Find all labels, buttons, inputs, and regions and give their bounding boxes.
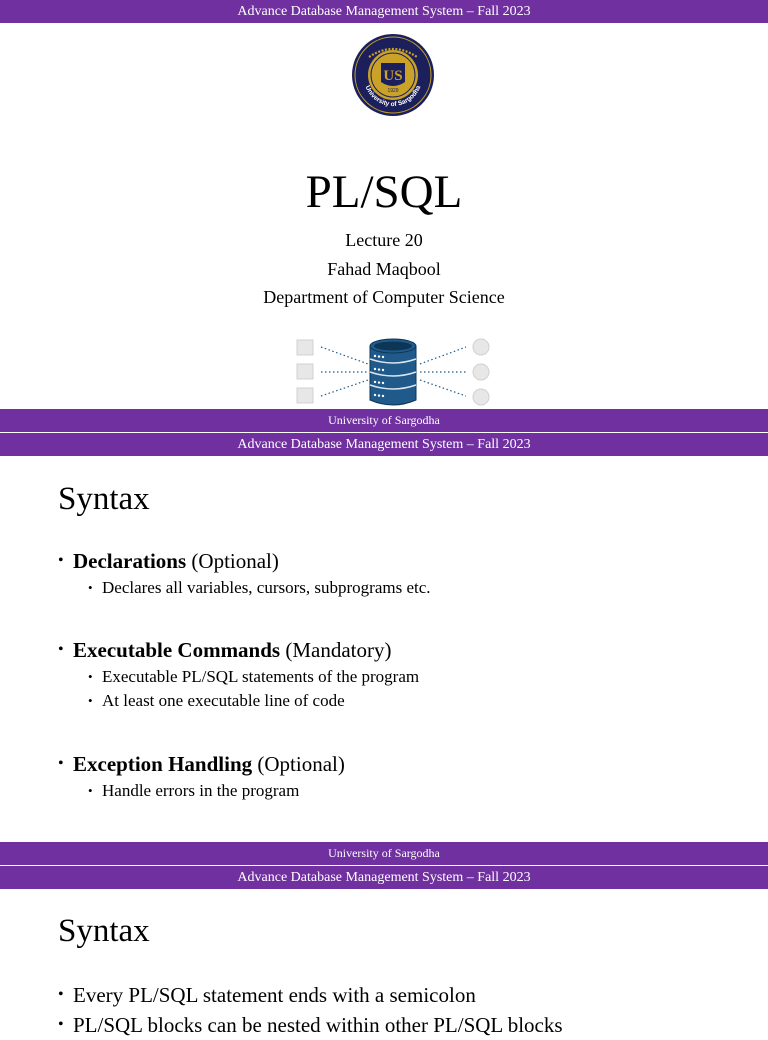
department-name: Department of Computer Science	[263, 287, 505, 307]
seal-year: 1929	[387, 88, 399, 94]
bullet-term: Declarations	[73, 549, 187, 573]
database-illustration	[294, 334, 494, 410]
slide-title: Syntax	[58, 913, 150, 949]
course-header-bar	[0, 866, 768, 889]
bullet-qualifier: (Optional)	[191, 549, 279, 573]
syntax-slide	[0, 433, 768, 866]
bullet-group-exception	[58, 749, 738, 803]
bullet-group-declarations	[58, 546, 738, 600]
bullet-term: Executable Commands	[73, 638, 281, 662]
sub-bullet-item: • Declares all variables, cursors, subprograms etc.	[58, 576, 738, 600]
title-slide	[0, 0, 768, 433]
bullet-qualifier: (Optional)	[257, 752, 345, 776]
bullet-group-executable	[58, 635, 738, 713]
footer-bar	[0, 842, 768, 865]
bullet-item	[58, 749, 738, 779]
footer-bar	[0, 409, 768, 432]
course-header-bar	[0, 433, 768, 456]
course-header-text: Advance Database Management System – Fall 2023	[237, 437, 531, 452]
footer-text: University of Sargodha	[328, 413, 440, 427]
syntax-slide-continued	[0, 866, 768, 1037]
bullet-item	[58, 635, 738, 665]
course-header-text: Advance Database Management System – Fall 2023	[237, 4, 531, 19]
seal-ring-text: University of Sargodha	[363, 84, 423, 109]
bullet-item: • PL/SQL blocks can be nested within other PL/SQL blocks	[58, 1010, 738, 1040]
bullet-term: Exception Handling	[73, 752, 253, 776]
seal-initials: US	[383, 68, 403, 84]
lecture-number: Lecture 20	[345, 230, 423, 250]
bullet-item: • Every PL/SQL statement ends with a semicolon	[58, 980, 738, 1010]
university-seal-logo	[351, 33, 435, 117]
sub-bullet-item: • Handle errors in the program	[58, 779, 738, 803]
sub-bullet-item: • At least one executable line of code	[58, 689, 738, 713]
course-header-text: Advance Database Management System – Fall 2023	[237, 870, 531, 885]
footer-text: University of Sargodha	[328, 846, 440, 860]
author-name: Fahad Maqbool	[327, 259, 441, 279]
course-header-bar	[0, 0, 768, 23]
bullet-qualifier: (Mandatory)	[285, 638, 392, 662]
bullet-item	[58, 546, 738, 576]
slide-title: Syntax	[58, 481, 150, 517]
sub-bullet-item: • Executable PL/SQL statements of the program	[58, 665, 738, 689]
bullet-group	[58, 980, 738, 1040]
presentation-title: PL/SQL	[305, 166, 463, 218]
